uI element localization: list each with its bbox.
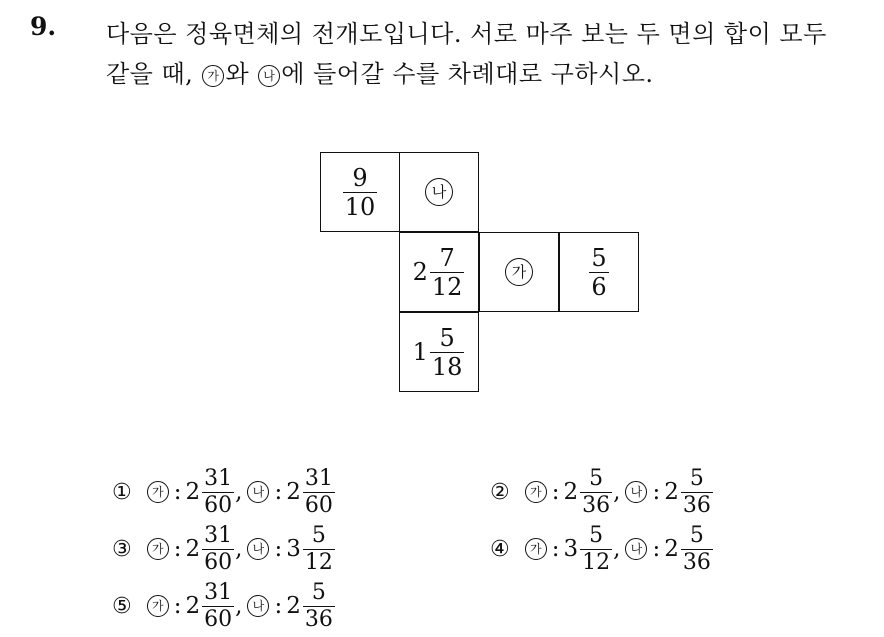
colon: : xyxy=(274,593,283,619)
choice-2[interactable] xyxy=(490,464,714,520)
ga-whole: 2 xyxy=(185,536,201,562)
ga-whole: 3 xyxy=(563,536,579,562)
ga-whole: 2 xyxy=(185,593,201,619)
fraction-numerator: 5 xyxy=(589,465,604,491)
fraction-numerator: 7 xyxy=(439,243,455,272)
fraction-denominator: 60 xyxy=(204,492,233,518)
na-whole: 2 xyxy=(286,479,301,505)
colon: : xyxy=(173,536,182,562)
choice-number: ② xyxy=(490,479,510,505)
na-fraction xyxy=(681,465,713,518)
choice-number: ④ xyxy=(490,536,510,562)
choice-number: ① xyxy=(112,479,132,505)
na-label: 나 xyxy=(625,538,647,560)
na-fraction xyxy=(303,522,335,575)
na-label: 나 xyxy=(625,481,647,503)
ga-whole: 2 xyxy=(563,479,579,505)
fraction-denominator: 60 xyxy=(204,606,233,632)
net-face-center xyxy=(399,232,479,312)
fraction-denominator: 60 xyxy=(304,492,333,518)
ga-whole: 2 xyxy=(185,479,201,505)
ga-fraction xyxy=(202,522,234,575)
na-label: 나 xyxy=(258,65,280,87)
fraction-numerator: 31 xyxy=(204,579,233,605)
choice-3[interactable] xyxy=(112,521,336,577)
choice-5[interactable] xyxy=(112,578,336,634)
fraction-denominator: 10 xyxy=(344,192,376,221)
fraction-denominator: 60 xyxy=(204,549,233,575)
colon: : xyxy=(652,536,661,562)
choice-1[interactable] xyxy=(112,464,336,520)
net-face-top-left xyxy=(320,152,400,232)
fraction-denominator: 6 xyxy=(591,272,607,301)
choice-4[interactable] xyxy=(490,521,714,577)
fraction-numerator: 31 xyxy=(304,465,333,491)
ga-label: 가 xyxy=(202,65,224,87)
fraction xyxy=(430,323,465,381)
na-label: 나 xyxy=(247,538,269,560)
net-face-na xyxy=(399,152,479,232)
question-text-mid: 와 xyxy=(225,60,250,88)
fraction-denominator: 18 xyxy=(431,352,463,381)
choice-number: ③ xyxy=(112,536,132,562)
fraction-numerator: 5 xyxy=(589,522,604,548)
ga-circle-label: 가 xyxy=(505,258,533,286)
fraction-denominator: 36 xyxy=(682,492,711,518)
colon: : xyxy=(274,536,283,562)
ga-label: 가 xyxy=(147,595,169,617)
net-face-bottom xyxy=(399,312,479,392)
question-text-line2 xyxy=(106,54,654,89)
fraction xyxy=(589,243,608,301)
ga-fraction xyxy=(580,522,612,575)
fraction-denominator: 36 xyxy=(682,549,711,575)
ga-fraction xyxy=(202,465,234,518)
ga-label: 가 xyxy=(525,538,547,560)
comma: , xyxy=(235,479,243,505)
net-face-ga xyxy=(479,232,559,312)
ga-label: 가 xyxy=(147,481,169,503)
fraction-numerator: 9 xyxy=(352,163,368,192)
fraction-numerator: 5 xyxy=(591,243,607,272)
question-text-line1: 다음은 정육면체의 전개도입니다. 서로 마주 보는 두 면의 합이 모두 xyxy=(106,20,827,48)
na-whole: 2 xyxy=(286,593,301,619)
comma: , xyxy=(235,593,243,619)
comma: , xyxy=(613,536,621,562)
fraction-denominator: 12 xyxy=(304,549,333,575)
ga-label: 가 xyxy=(525,481,547,503)
colon: : xyxy=(652,479,661,505)
na-whole: 2 xyxy=(664,536,679,562)
colon: : xyxy=(551,536,560,562)
na-fraction xyxy=(303,465,335,518)
mixed-whole: 2 xyxy=(412,258,428,286)
na-fraction xyxy=(681,522,713,575)
colon: : xyxy=(274,479,283,505)
colon: : xyxy=(551,479,560,505)
na-whole: 3 xyxy=(286,536,301,562)
comma: , xyxy=(613,479,621,505)
choice-number: ⑤ xyxy=(112,593,132,619)
comma: , xyxy=(235,536,243,562)
na-fraction xyxy=(303,579,335,632)
fraction xyxy=(430,243,465,301)
colon: : xyxy=(173,593,182,619)
fraction-numerator: 31 xyxy=(204,465,233,491)
fraction-denominator: 36 xyxy=(582,492,611,518)
fraction-numerator: 5 xyxy=(689,465,704,491)
ga-fraction xyxy=(580,465,612,518)
na-circle-label: 나 xyxy=(425,178,453,206)
na-label: 나 xyxy=(247,595,269,617)
mixed-whole: 1 xyxy=(412,338,428,366)
fraction-numerator: 5 xyxy=(311,522,326,548)
fraction-numerator: 31 xyxy=(204,522,233,548)
fraction xyxy=(343,163,378,221)
ga-fraction xyxy=(202,579,234,632)
fraction-numerator: 5 xyxy=(439,323,455,352)
fraction-denominator: 36 xyxy=(304,606,333,632)
fraction-denominator: 12 xyxy=(431,272,463,301)
fraction-denominator: 12 xyxy=(582,549,611,575)
na-whole: 2 xyxy=(664,479,679,505)
question-text-after: 에 들어갈 수를 차례대로 구하시오. xyxy=(281,60,654,88)
question-text-before: 같을 때, xyxy=(106,60,194,88)
colon: : xyxy=(173,479,182,505)
net-face-right xyxy=(559,232,639,312)
ga-label: 가 xyxy=(147,538,169,560)
fraction-numerator: 5 xyxy=(689,522,704,548)
question-number: 9. xyxy=(30,12,57,41)
na-label: 나 xyxy=(247,481,269,503)
fraction-numerator: 5 xyxy=(311,579,326,605)
